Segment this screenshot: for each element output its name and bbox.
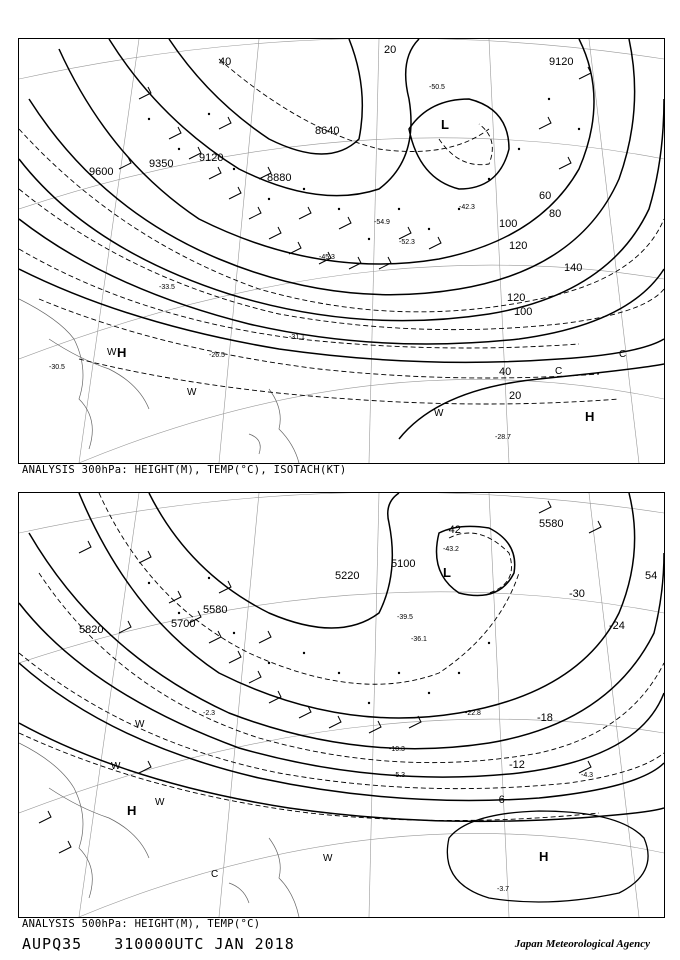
isotach-label-8: 40 xyxy=(499,366,512,378)
warm-marker-2: W xyxy=(187,387,197,398)
temp-label-500-5: -10.3 xyxy=(389,746,405,753)
temp-label-500-6: -5.3 xyxy=(393,772,406,779)
isotherm-label-6: -6 xyxy=(495,794,505,806)
height-label-5: 9600 xyxy=(89,166,114,178)
isotherm-label-5: -12 xyxy=(509,759,525,771)
isotach-label-4: 80 xyxy=(549,208,562,220)
temp-label-8: -45.3 xyxy=(319,254,335,261)
isotach-label-10: 100 xyxy=(514,306,533,318)
temp-label-1: -50.5 xyxy=(429,84,445,91)
temp-label-5: -31.1 xyxy=(289,334,305,341)
height-label-500-3: 5100 xyxy=(391,558,416,570)
height-label-6: 9120 xyxy=(199,152,224,164)
warm-marker-500-3: W xyxy=(155,797,165,808)
low-center-1: L xyxy=(441,117,449,132)
high-center-2: H xyxy=(585,409,595,424)
temp-label-500-2: -39.5 xyxy=(397,614,413,621)
isotherm-label-2: -30 xyxy=(569,588,585,600)
temp-label-500-1: -43.2 xyxy=(443,546,459,553)
temp-label-10: -42.3 xyxy=(459,204,475,211)
temp-label-500-7: -3.7 xyxy=(497,886,510,893)
height-label-500-7: 54 xyxy=(645,570,658,582)
agency-name: Japan Meteorological Agency xyxy=(514,938,650,950)
graticule-500 xyxy=(19,493,664,917)
temp-label-9: -52.3 xyxy=(399,239,415,246)
map-500-svg xyxy=(19,493,664,917)
temp-label-6: -26.5 xyxy=(209,352,225,359)
height-label-500-6: 5820 xyxy=(79,624,104,636)
height-label-2: 8640 xyxy=(315,125,340,137)
isotherm-label-1: -42 xyxy=(445,524,461,536)
warm-marker-500-4: W xyxy=(323,853,333,864)
map-300-svg xyxy=(19,39,664,463)
cold-marker-2: C xyxy=(619,349,627,360)
isotach-label-7: 140 xyxy=(564,262,583,274)
cold-marker-500-1: C xyxy=(211,869,219,880)
temp-label-7: -28.7 xyxy=(495,434,511,441)
chart-id-line xyxy=(22,935,327,953)
temp-label-4: -33.5 xyxy=(159,284,175,291)
analysis-300hpa-map xyxy=(18,38,665,464)
isotach-label-2: 40 xyxy=(219,56,232,68)
height-label-3: 8880 xyxy=(267,172,292,184)
coastlines xyxy=(19,299,299,463)
height-label-4: 9350 xyxy=(149,158,174,170)
isotherm-label-3: -24 xyxy=(609,620,625,632)
height-label-1: 9120 xyxy=(549,56,574,68)
isotach-label-9: 20 xyxy=(509,390,522,402)
coastlines-500 xyxy=(19,743,299,917)
temp-label-3: -30.5 xyxy=(49,364,65,371)
height-label-500-5: 5700 xyxy=(171,618,196,630)
isotach-label-5: 100 xyxy=(499,218,518,230)
high-center-500-2: H xyxy=(539,849,549,864)
caption-300hpa: ANALYSIS 300hPa: HEIGHT(M), TEMP(°C), ISOTACH(KT) xyxy=(22,464,347,476)
isotach-label-11: 120 xyxy=(507,292,526,304)
height-label-500-2: 5220 xyxy=(335,570,360,582)
valid-time: 310000UTC JAN 2018 xyxy=(114,935,295,953)
temp-label-500-8: -4.3 xyxy=(581,772,594,779)
temp-label-500-3: -36.1 xyxy=(411,636,427,643)
wind-barbs xyxy=(119,67,591,269)
caption-500hpa: ANALYSIS 500hPa: HEIGHT(M), TEMP(°C) xyxy=(22,918,261,930)
temp-label-500-4: -22.8 xyxy=(465,710,481,717)
temp-label-2: -54.9 xyxy=(374,219,390,226)
height-label-500-1: 5580 xyxy=(539,518,564,530)
low-center-500: L xyxy=(443,565,451,580)
cold-marker-1: C xyxy=(555,366,563,377)
warm-marker-3: W xyxy=(434,408,444,419)
height-label-500-4: 5580 xyxy=(203,604,228,616)
isotach-label-3: 60 xyxy=(539,190,552,202)
high-center-500-1: H xyxy=(127,803,137,818)
isotach-label-6: 120 xyxy=(509,240,528,252)
warm-marker-1: W xyxy=(107,347,117,358)
graticule xyxy=(19,39,664,463)
temp-label-500-9: -2.3 xyxy=(203,710,216,717)
chart-code: AUPQ35 xyxy=(22,935,83,953)
isotherm-label-4: -18 xyxy=(537,712,553,724)
station-plots-500 xyxy=(148,577,490,704)
wind-barbs-500 xyxy=(39,501,601,853)
warm-marker-500-2: W xyxy=(111,761,121,772)
height-contours xyxy=(19,39,664,439)
warm-marker-500-1: W xyxy=(135,719,145,730)
isotach-label-1: 20 xyxy=(384,44,397,56)
high-center-1: H xyxy=(117,345,127,360)
analysis-500hpa-map xyxy=(18,492,665,918)
